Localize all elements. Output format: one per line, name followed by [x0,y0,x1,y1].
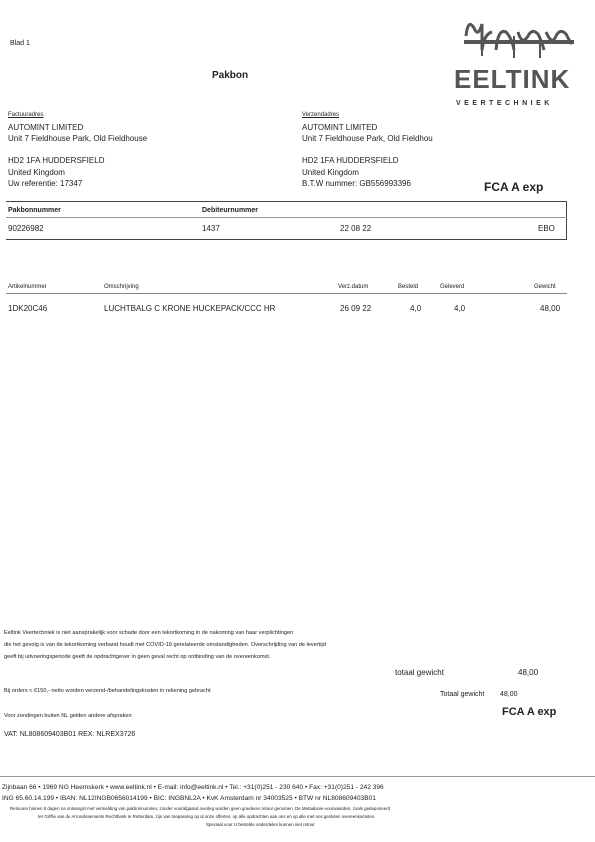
incoterm-top: FCA A exp [484,180,544,194]
shipping-line: HD2 1FA HUDDERSFIELD [302,156,399,165]
shipping-vat: B.T.W nummer: GB556993396 [302,179,411,188]
page-title: Pakbon [212,70,249,81]
footer-terms: Retouren binnen 8 dagen na ontvangst met vermelding van pakbonnummer, zonder voorafgaand overleg worden geen goederen retour genomen. De Metaalunie-voorwaarden, zoals gedeponeerd [10,806,391,811]
billing-reference: Uw referentie: 17347 [8,179,83,188]
col-weight: Gewicht [534,284,556,290]
row-article: 1DK20C46 [8,304,48,313]
footer-address: Zijnbaan 66 • 1969 NG Heemskerk • www.eeltink.nl • E-mail: info@eeltink.nl • Tel.: +31(0)251 - 230 640 • Fax: +31(0)251 - 242 396 [2,784,384,791]
footer-terms: ter Griffie van de Arrondissements Rechtbank te Rotterdam, zijn van toepassing op al onze offertes, op alle opdrachten aan ons en op alle met ons gesloten overeenkomsten. [38,814,376,819]
billing-line: HD2 1FA HUDDERSFIELD [8,156,105,165]
col-ordered: Besteld [398,284,419,290]
col-article: Artikelnummer [8,284,47,290]
billing-line: Unit 7 Fieldhouse Park, Old Fieldhouse [8,134,148,143]
logo-name: EELTINK [454,64,571,94]
row-date: 26 09 22 [340,304,372,313]
debiteur-header: Debiteurnummer [202,207,259,214]
shipping-label: Verzendadres [302,112,340,118]
row-ordered: 4,0 [410,304,422,313]
total-weight-value: 48,00 [518,668,539,677]
pakbon-code: EBO [538,224,555,233]
row-delivered: 4,0 [454,304,466,313]
total-weight-label: totaal gewicht [395,668,444,677]
col-date: Verz.datum [338,284,369,290]
billing-line: United Kingdom [8,168,65,177]
total-weight2-label: Totaal gewicht [440,691,485,698]
pakbon-date: 22 08 22 [340,224,372,233]
billing-label: Factuuradres [8,112,44,118]
page-label: Blad 1 [10,40,30,47]
debiteur-number: 1437 [202,224,220,233]
row-weight: 48,00 [540,304,561,313]
divider [6,201,567,202]
divider [6,239,567,240]
pakbon-number: 90226982 [8,224,44,233]
footer-terms: Speciaal voor U bestelde onderdelen kunnen niet retour [206,822,315,827]
divider [6,293,567,294]
logo-tagline: VEERTECHNIEK [456,100,553,107]
row-description: LUCHTBALG C KRONE HUCKEPACK/CCC HR [104,304,276,313]
total-weight2-value: 48,00 [500,691,518,698]
special-note: Voor zendingen buiten NL gelden andere afspraken [4,713,132,719]
footer-divider [0,776,595,777]
note-line: Eeltink Veertechniek is niet aansprakelijk voor schade door een tekortkoming in de nakoming van haar verplichtingen [4,630,294,636]
col-delivered: Geleverd [440,284,465,290]
pakbon-header: Pakbonnummer [8,207,61,214]
divider [6,217,567,218]
orders-note: Bij orders < €150,- netto worden verzend-/behandelingskosten in rekening gebracht [4,688,211,694]
shipping-line: Unit 7 Fieldhouse Park, Old Fieldhou [302,134,433,143]
shipping-line: United Kingdom [302,168,359,177]
note-line: die het gevolg is van de tekortkoming verband houdt met COVID-19 gerelateerde omstandigheden. Overschrijding van de levertijd [4,642,326,648]
col-description: Omschrijving [104,284,139,290]
vat-line: VAT: NL808609403B01 REX: NLREX3726 [4,731,136,738]
divider [566,201,567,240]
billing-line: AUTOMINT LIMITED [8,123,84,132]
footer-bank: ING 65.60.14.199 • IBAN: NL12INGB0656014199 • BIC: INGBNL2A • KvK Amsterdam nr 34003525 • BTW nr NL808609403B01 [2,795,376,802]
shipping-line: AUTOMINT LIMITED [302,123,378,132]
incoterm-bottom: FCA A exp [502,706,557,718]
note-line: geeft bij uitvoeringsperiode geeft de opdrachtgever in geen geval recht op ontbinding van de overeenkomst. [4,654,271,660]
eeltink-logo [452,14,582,114]
